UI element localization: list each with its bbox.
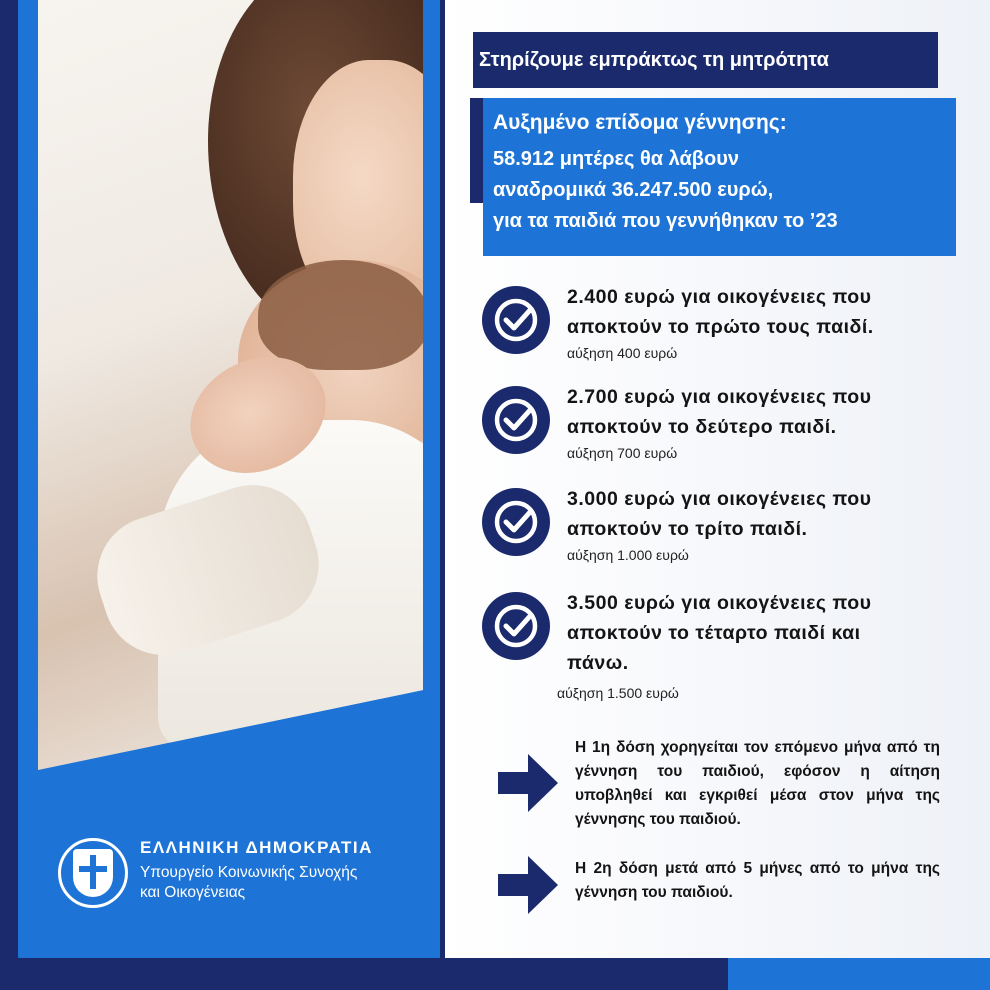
benefit-line2: αναδρομικά 36.247.500 ευρώ,: [493, 179, 774, 201]
brand-title: ΕΛΛΗΝΙΚΗ ΔΗΜΟΚΡΑΤΙΑ: [140, 838, 373, 857]
item-text: [567, 484, 942, 566]
mother-baby-photo: [38, 0, 423, 770]
item-line2: αποκτούν το τέταρτο παιδί και: [567, 622, 861, 644]
item-note: αύξηση 700 ευρώ: [567, 445, 678, 461]
arrow-right-icon: [498, 856, 558, 914]
item-line3: πάνω.: [567, 652, 629, 674]
benefit-box: [483, 98, 956, 256]
item-line2: αποκτούν το τρίτο παιδί.: [567, 518, 808, 540]
benefit-heading: Αυξημένο επίδομα γέννησης:: [493, 111, 787, 134]
item-line1: 3.000 ευρώ για οικογένειες που: [567, 488, 872, 510]
check-circle-icon: [482, 488, 550, 556]
item-text: [567, 382, 942, 464]
benefit-line3: για τα παιδιά που γεννήθηκαν το ’23: [493, 210, 838, 232]
item-text: [557, 588, 942, 704]
arrow-right-icon: [498, 754, 558, 812]
check-circle-icon: [482, 592, 550, 660]
greek-emblem-icon: [58, 838, 128, 908]
page-title: Στηρίζουμε εμπράκτως τη μητρότητα: [473, 32, 938, 88]
item-line1: 2.700 ευρώ για οικογένειες που: [567, 386, 872, 408]
dose-text-2: Η 2η δόση μετά από 5 μήνες από το μήνα της γέννηση του παιδιού.: [575, 860, 940, 901]
photo-baby-hair: [258, 260, 423, 370]
item-line2: αποκτούν το πρώτο τους παιδί.: [567, 316, 874, 338]
benefit-line1: 58.912 μητέρες θα λάβουν: [493, 148, 739, 170]
item-line1: 2.400 ευρώ για οικογένειες που: [567, 286, 872, 308]
dose-text-1: Η 1η δόση χορηγείται τον επόμενο μήνα από τη γέννηση του παιδιού, εφόσον η αίτηση υποβληθεί και εγκριθεί μέσα στον μήνα της γέννησης του παιδιού.: [575, 739, 940, 828]
brand-subtitle-line2: και Οικογένειας: [140, 884, 246, 901]
item-note: αύξηση 1.500 ευρώ: [557, 685, 679, 701]
check-circle-icon: [482, 286, 550, 354]
left-panel: [0, 0, 445, 960]
item-line2: αποκτούν το δεύτερο παιδί.: [567, 416, 837, 438]
footer-bar-dark: [0, 958, 728, 990]
item-line1: 3.500 ευρώ για οικογένειες που: [567, 592, 872, 614]
item-note: αύξηση 400 ευρώ: [567, 345, 678, 361]
footer-bar-blue: [728, 958, 990, 990]
brand-subtitle-line1: Υπουργείο Κοινωνικής Συνοχής: [140, 864, 358, 881]
emblem-shield: [73, 849, 113, 897]
item-note: αύξηση 1.000 ευρώ: [567, 547, 689, 563]
item-text: [567, 282, 942, 364]
check-circle-icon: [482, 386, 550, 454]
brand-subtitle: [140, 863, 420, 903]
